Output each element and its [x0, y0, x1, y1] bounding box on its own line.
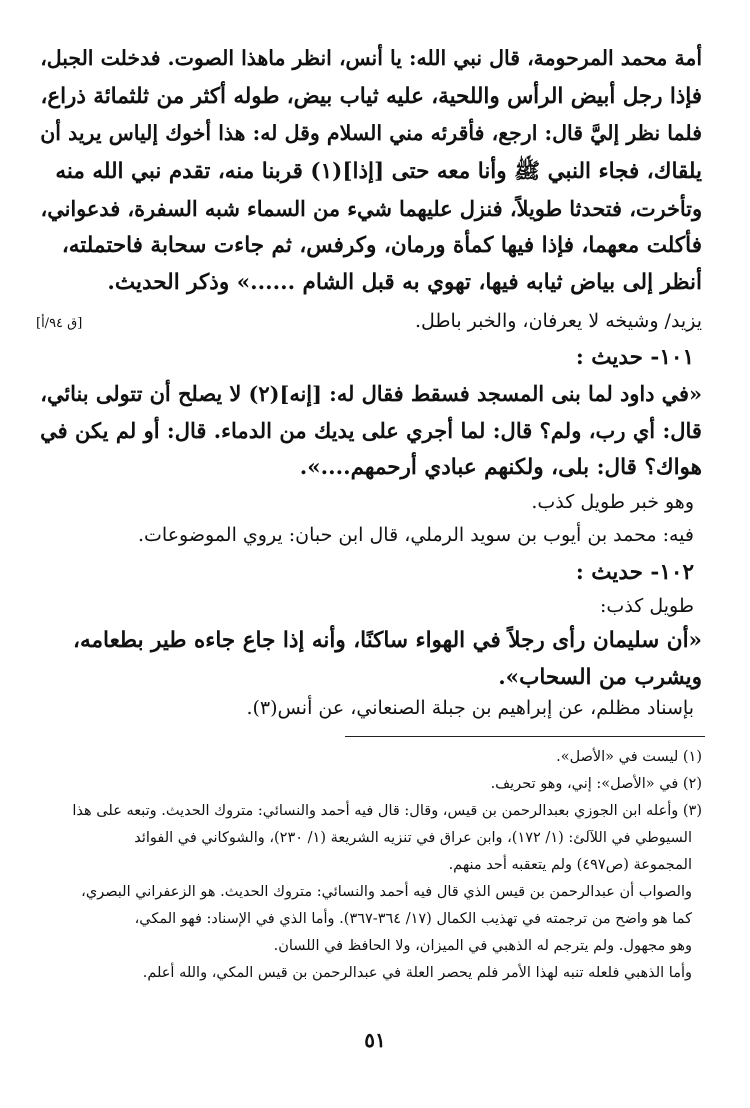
hadith-102-heading: ١٠٢- حديث : — [575, 560, 694, 585]
footnote-2: (٢) في «الأصل»: إني، وهو تحريف. — [490, 776, 702, 792]
hadith-101-line-1: «في داود لما بنى المسجد فسقط فقال له: [إنه](٢) لا يصلح أن تتولى بنائي، — [40, 381, 702, 406]
text-line-5: وتأخرت، فتحدثا طويلاً، فنزل عليهما شيء من السماء شبه السفرة، فدعواني، — [40, 196, 702, 221]
footnote-3-line-3: المجموعة (ص٤٩٧) ولم يتعقبه أحد منهم. — [448, 857, 692, 873]
text-line-6: فأكلت معهما، فإذا فيها كمأة ورمان، وكرفس، ثم جاءت سحابة فاحتملته، — [61, 233, 702, 258]
hadith-101-heading: ١٠١- حديث : — [575, 345, 694, 370]
footnote-3-line-6: وهو مجهول. ولم يترجم له الذهبي في الميزان، ولا الحافظ في اللسان. — [273, 938, 692, 954]
footnote-1: (١) ليست في «الأصل». — [556, 749, 702, 765]
text-line-1: أمة محمد المرحومة، قال نبي الله: يا أنس، انظر ماهذا الصوت. فدخلت الجبل، — [40, 46, 702, 70]
hadith-101-verdict: وهو خبر طويل كذب. — [531, 491, 694, 513]
hadith-101-narrator-note: فيه: محمد بن أيوب بن سويد الرملي، قال ابن حبان: يروي الموضوعات. — [137, 524, 694, 546]
hadith-101-line-2: قال: أي رب، ولم؟ قال: لما أجري على يديك من الدماء. قال: أو لم يكن في — [40, 418, 702, 443]
footnote-3-line-5: كما هو واضح من ترجمته في تهذيب الكمال (١٧/ ٣٦٤-٣٦٧). وأما الذي في الإسناد: فهو المكي، — [134, 911, 692, 927]
hadith-101-line-3: هواك؟ قال: بلى، ولكنهم عبادي أرحمهم....». — [299, 455, 702, 480]
hadith-102-line-1: «أن سليمان رأى رجلاً في الهواء ساكنًا، وأنه إذا جاع جاءه طير بطعامه، — [73, 628, 702, 653]
footnote-3-line-2: السيوطي في اللآلئ: (١/ ١٧٢)، وابن عراق في تنزيه الشريعة (١/ ٢٣٠)، والشوكاني في الفوائد — [134, 830, 692, 846]
footnote-3-line-1: (٣) وأعله ابن الجوزي بعبدالرحمن بن قيس، وقال: قال فيه أحمد والنسائي: متروك الحديث. وتبعه على هذا — [72, 803, 702, 819]
text-line-4: يلقاك، فجاء النبي ﷺ وأنا معه حتى [إذا](١) قربنا منه، تقدم نبي الله منه — [55, 159, 702, 184]
hadith-102-line-2: ويشرب من السحاب». — [498, 665, 702, 690]
text-line-7: أنظر إلى بياض ثيابه فيها، تهوي به قبل الشام ......» وذكر الحديث. — [107, 270, 702, 295]
text-line-3: فلما نظر إليَّ قال: ارجع، فأقرئه مني السلام وقل له: هذا أخوك إلياس يريد أن — [40, 121, 702, 145]
page-number: ٥١ — [364, 1028, 386, 1052]
footnote-separator — [345, 736, 705, 737]
footnote-3-line-7: وأما الذهبي فلعله تنبه لهذا الأمر فلم يحصر العلة في عبدالرحمن بن قيس المكي، والله أعلم. — [142, 965, 692, 981]
hadith-102-isnad: بإسناد مظلم، عن إبراهيم بن جبلة الصنعاني، عن أنس(٣). — [246, 697, 694, 719]
text-line-2: فإذا رجل أبيض الرأس واللحية، عليه ثياب بيض، طوله أكثر من ثلثمائة ذراع، — [40, 84, 702, 109]
footnote-3-line-4: والصواب أن عبدالرحمن بن قيس الذي قال فيه أحمد والنسائي: متروك الحديث. هو الزعفراني البصري، — [81, 884, 692, 900]
text-line-8: يزيد/ وشيخه لا يعرفان، والخبر باطل. — [415, 310, 702, 332]
hadith-102-intro: طويل كذب: — [600, 595, 694, 617]
manuscript-folio-marker: [ق ٩٤/أ] — [36, 316, 83, 331]
